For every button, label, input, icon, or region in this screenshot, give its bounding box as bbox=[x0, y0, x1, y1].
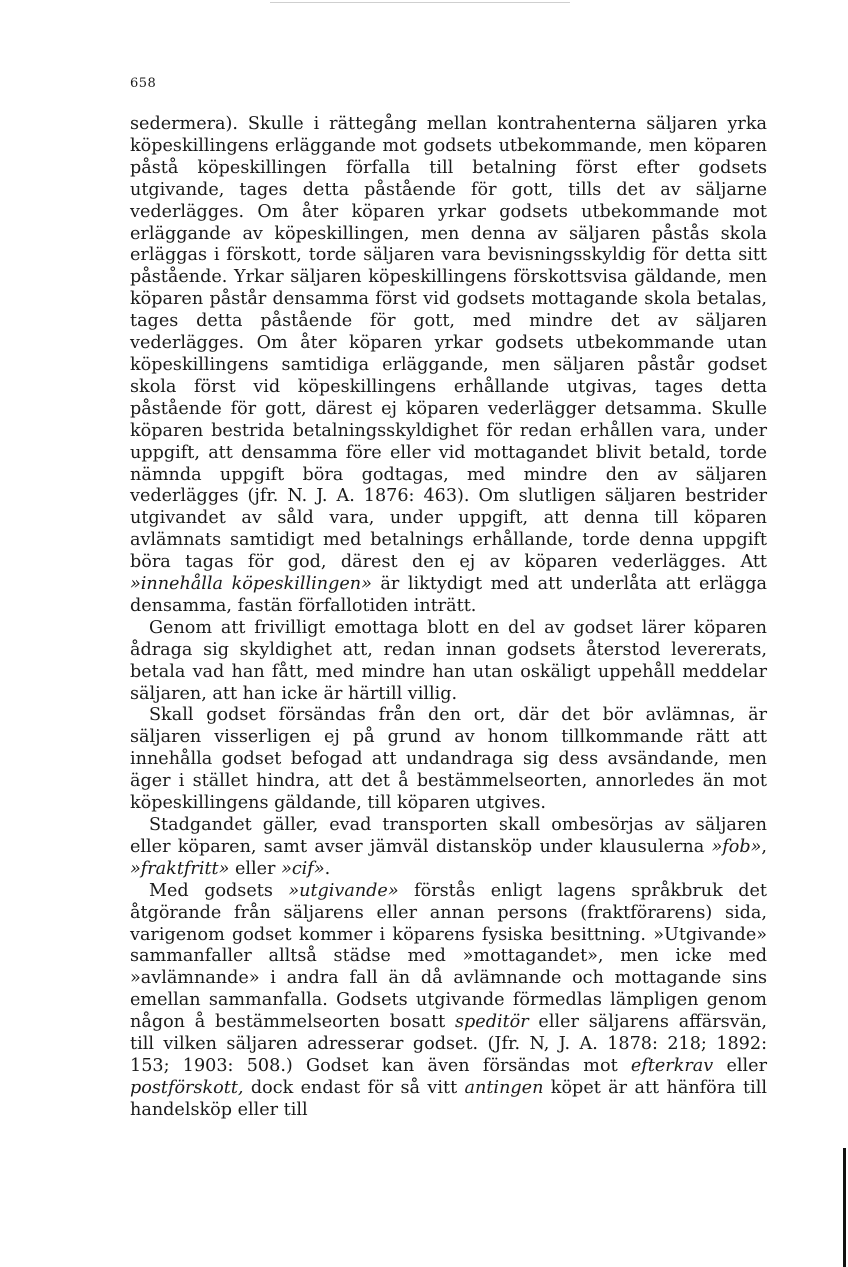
scan-top-edge-rule bbox=[270, 2, 570, 3]
text-segment: , bbox=[761, 836, 767, 857]
text-segment: eller säljarens affärsvän, till vilken säljaren adresserar godset. (Jfr. N, J. A. 1878: 218; 1892: 153; 1903: 508.) Godset kan även försändas mot bbox=[130, 1012, 767, 1076]
italic-term-fraktfritt: »fraktfritt» bbox=[130, 858, 230, 879]
text-segment: Stadgandet gäller, evad transporten skall ombesörjas av säljaren eller köparen, samt avser jämväl distansköp under klausulerna bbox=[130, 815, 767, 857]
text-segment: eller bbox=[229, 858, 282, 879]
body-text bbox=[130, 114, 767, 1122]
paragraph-3 bbox=[130, 705, 767, 815]
italic-phrase: »innehålla köpeskillingen» bbox=[130, 574, 372, 595]
text-segment: köpet är att hänföra till handelsköp eller till bbox=[130, 1077, 767, 1120]
italic-term-fob: »fob» bbox=[711, 836, 762, 857]
italic-term-speditor: speditör bbox=[455, 1012, 529, 1033]
italic-term-utgivande: »utgivande» bbox=[288, 880, 399, 901]
text-segment: förstås enligt lagens språkbruk det åtgörande från säljarens eller annan persons (fraktförarens) sida, varigenom godset kommer i köparens fysiska besittning. »Utgivande» sammanfaller alltså städse med »mottagandet», men icke med »avlämnande» i andra fall än då avlämnande och mottagande sins emellan sammanfalla. Godsets utgivande förmedlas lämpligen genom någon å bestämmelseorten bosatt bbox=[130, 880, 768, 1033]
paragraph-2 bbox=[130, 618, 767, 706]
italic-term-antingen: antingen bbox=[464, 1077, 544, 1098]
italic-term-postforskott: postförskott, bbox=[130, 1077, 244, 1098]
text-segment: dock endast för så vitt bbox=[243, 1077, 465, 1098]
text-segment: Med godsets bbox=[149, 880, 289, 901]
paragraph-1 bbox=[130, 114, 767, 618]
text-segment: Skall godset försändas från den ort, där det bör avlämnas, är säljaren visserligen ej på grund av honom tillkommande rätt att innehålla godset befogad att undandraga sig dess avsändande, men äger i stället hindra, att det å bestämmelseorten, annorledes än mot köpeskillingens gäldande, till köparen utgives. bbox=[130, 705, 767, 814]
paragraph-5 bbox=[130, 881, 767, 1122]
scan-edge-mark bbox=[843, 1148, 846, 1267]
text-segment: eller bbox=[713, 1055, 767, 1076]
page-number: 658 bbox=[130, 76, 157, 91]
italic-term-cif: »cif» bbox=[281, 858, 325, 879]
text-segment: sedermera). Skulle i rättegång mellan kontrahenterna säljaren yrka köpeskillingens erläggande mot godsets utbekommande, men köparen påstå köpeskillingen förfalla till betalning först efter godsets utgivande, tages detta påstående för gott, tills det av säljarne vederlägges. Om åter köparen yrkar godsets utbekommande mot erläggande av köpeskillingen, men denna av säljaren påstås skola erläggas i förskott, torde säljaren vara bevisningsskyldig för detta sitt påstående. Yrkar säljaren köpeskillingens förskottsvisa gäldande, men köparen påstår densamma först vid godsets mottagande skola betalas, tages detta påstående för gott, med mindre det av säljaren vederlägges. Om åter köparen yrkar godsets utbekommande utan köpeskillingens samtidiga erläggande, men säljaren påstår godset skola först vid köpeskillingens erhållande utgivas, tages detta påstående för gott, därest ej köparen vederlägger detsamma. Skulle köparen bestrida betalningsskyldighet för redan erhållen vara, under uppgift, att densamma före eller vid mottagandet blivit betald, torde nämnda uppgift böra godtagas, med mindre den av säljaren vederlägges (jfr. N. J. A. 1876: 463). Om slutligen säljaren bestrider utgivandet av såld vara, under uppgift, att denna till köparen avlämnats samtidigt med betalnings erhållande, torde denna uppgift böra tagas för god, därest den ej av köparen vederlägges. Att bbox=[130, 114, 767, 573]
paragraph-4 bbox=[130, 815, 767, 881]
text-segment: är liktydigt med att underlåta att erlägga densamma, fastän förfallotiden inträtt. bbox=[130, 574, 767, 616]
italic-term-efterkrav: efterkrav bbox=[630, 1055, 714, 1076]
text-segment: Genom att frivilligt emottaga blott en del av godset lärer köparen ådraga sig skyldighet att, redan innan godsets återstod levererats, betala vad han fått, med mindre han utan oskäligt uppehåll meddelar säljaren, att han icke är härtill villig. bbox=[130, 617, 767, 704]
text-segment: . bbox=[324, 858, 331, 879]
